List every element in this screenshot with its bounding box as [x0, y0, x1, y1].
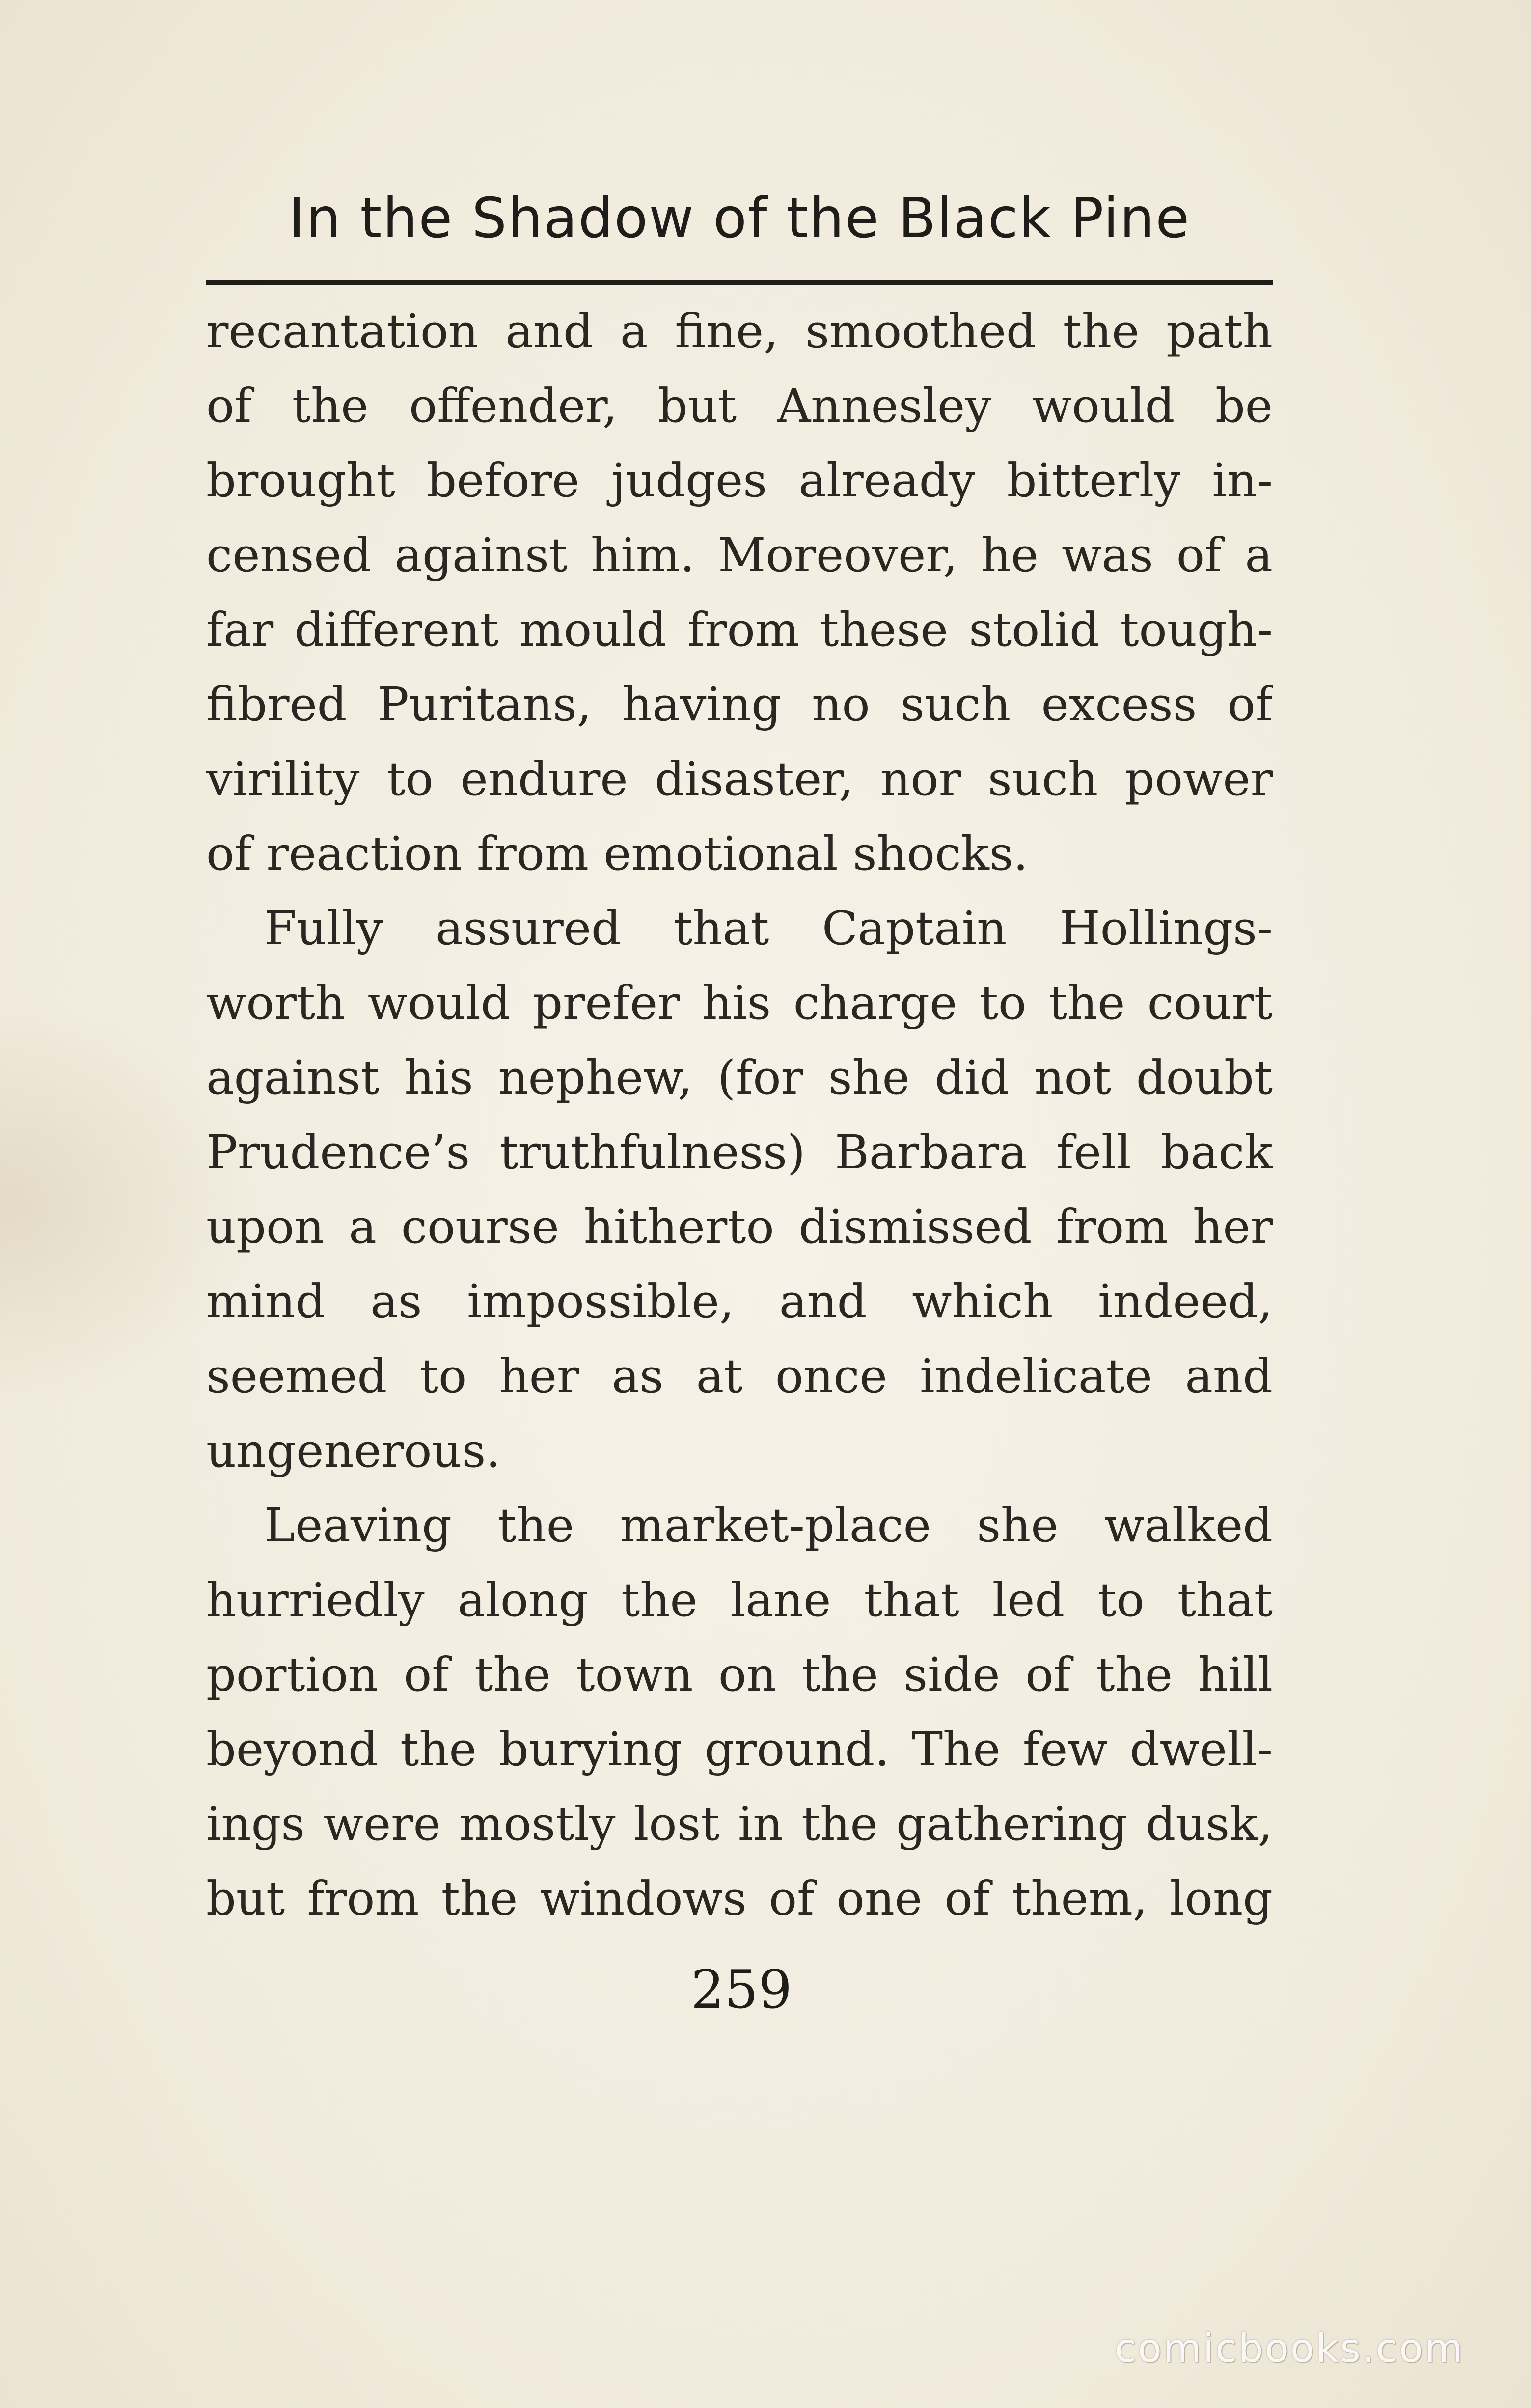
- text-line: virility to endure disaster, nor such power: [206, 752, 1273, 806]
- text-line: of reaction from emotional shocks.: [206, 827, 1028, 881]
- paragraph: [206, 897, 1273, 1494]
- text-line: fibred Puritans, having no such excess of: [206, 678, 1273, 732]
- text-line: upon a course hitherto dismissed from her: [206, 1200, 1273, 1254]
- text-line: brought before judges already bitterly in-: [206, 454, 1273, 508]
- text-line: ungenerous.: [206, 1424, 501, 1478]
- text-line: seemed to her as at once indelicate and: [206, 1349, 1273, 1403]
- body-text: [206, 300, 1273, 1942]
- page-number: 259: [690, 1959, 793, 2021]
- text-line: but from the windows of one of them, long: [206, 1872, 1273, 1926]
- text-line: mind as impossible, and which indeed,: [206, 1275, 1273, 1329]
- running-head: In the Shadow of the Black Pine: [288, 187, 1191, 250]
- text-line: beyond the burying ground. The few dwell-: [206, 1723, 1273, 1777]
- text-line: against his nephew, (for she did not doubt: [206, 1051, 1273, 1105]
- text-line: portion of the town on the side of the hill: [206, 1648, 1273, 1702]
- header-rule: [206, 280, 1273, 285]
- text-line: Fully assured that Captain Hollings-: [264, 902, 1273, 956]
- text-line: Leaving the market-place she walked: [264, 1499, 1273, 1553]
- paragraph: [206, 300, 1273, 897]
- text-line: ings were mostly lost in the gathering dusk,: [206, 1797, 1273, 1851]
- text-line: censed against him. Moreover, he was of a: [206, 528, 1273, 582]
- text-line: of the offender, but Annesley would be: [206, 379, 1273, 433]
- text-line: hurriedly along the lane that led to that: [206, 1573, 1273, 1627]
- text-line: recantation and a fine, smoothed the path: [206, 304, 1273, 358]
- paragraph: [206, 1494, 1273, 1942]
- watermark: comicbooks.com: [1115, 2326, 1465, 2371]
- text-line: Prudence’s truthfulness) Barbara fell back: [206, 1125, 1273, 1179]
- text-line: worth would prefer his charge to the court: [206, 976, 1273, 1030]
- text-line: far different mould from these stolid tough-: [206, 603, 1273, 657]
